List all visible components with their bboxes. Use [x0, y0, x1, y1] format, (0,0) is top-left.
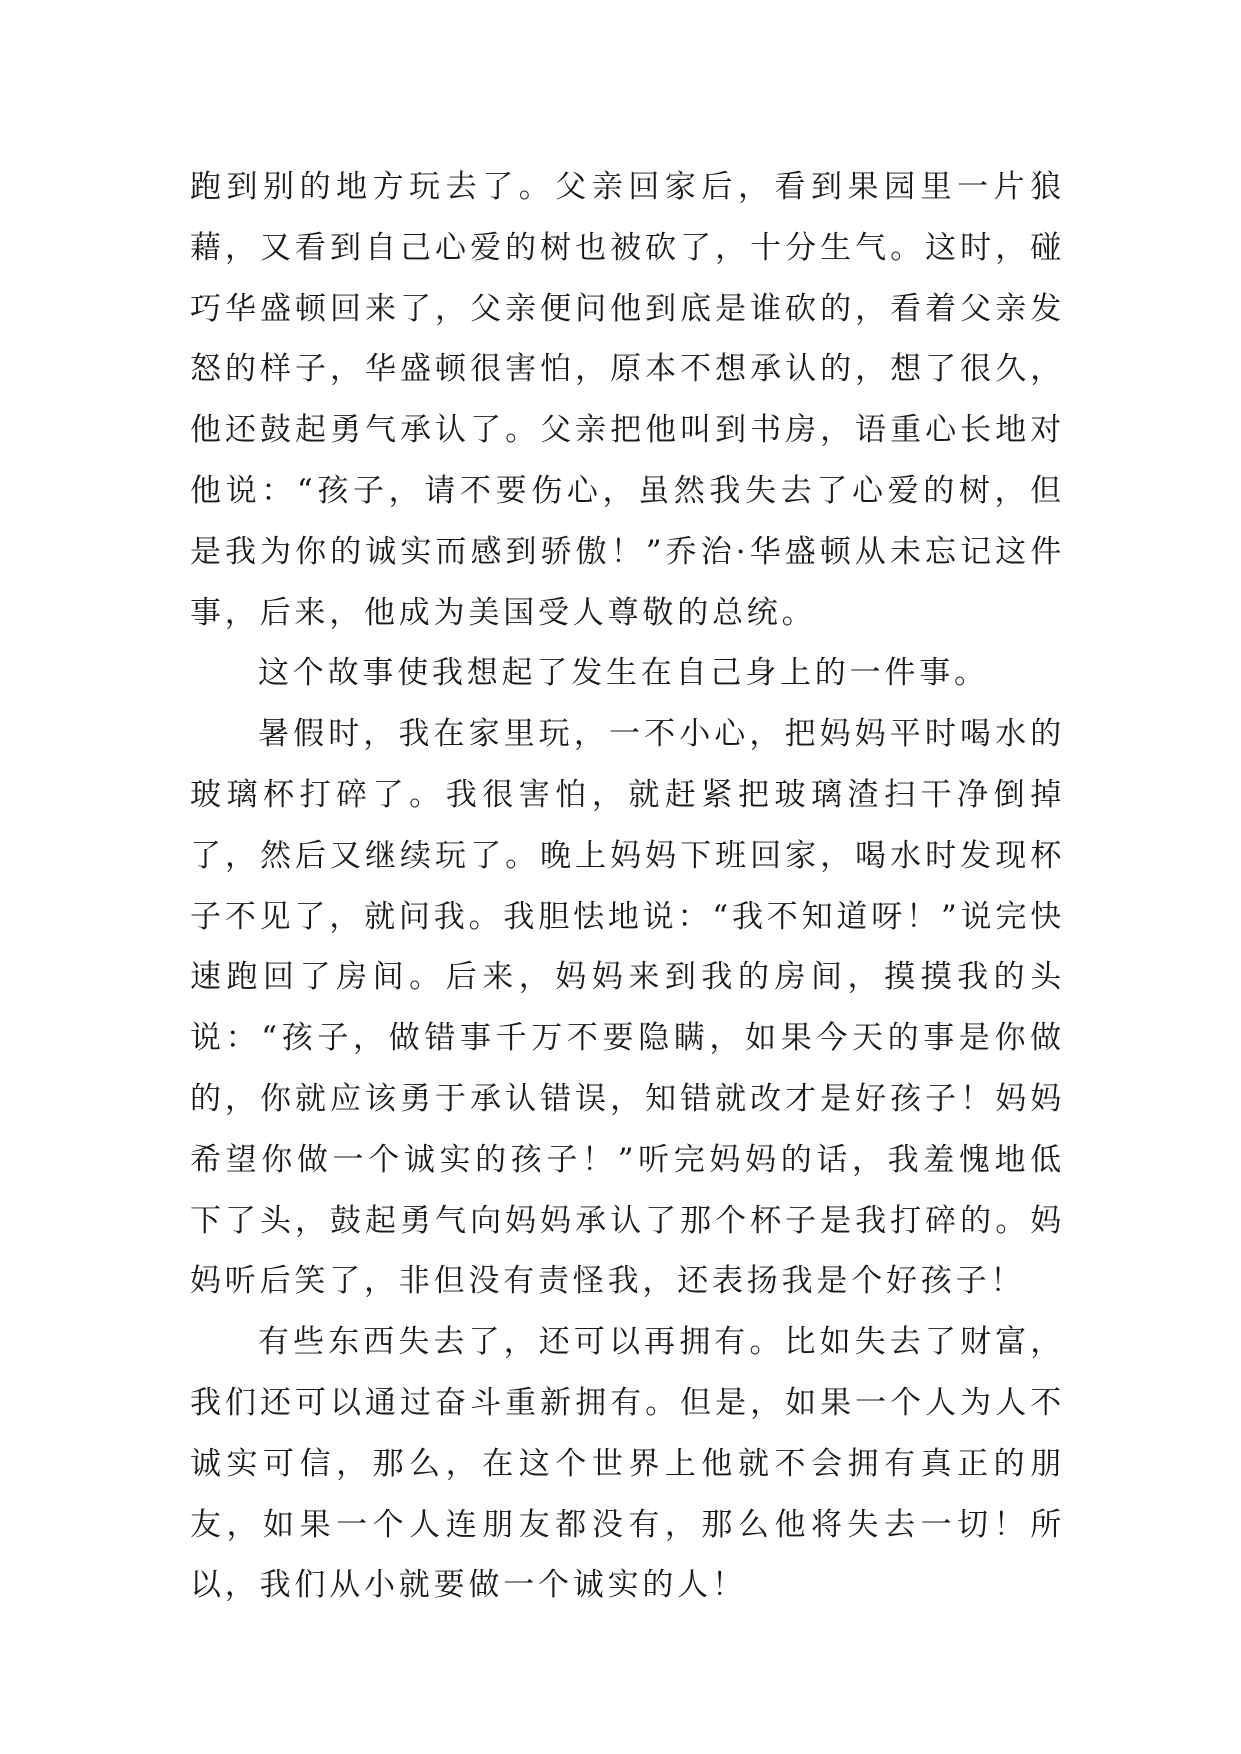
document-body	[190, 157, 1065, 1616]
paragraph-personal-story: 暑假时，我在家里玩，一不小心，把妈妈平时喝水的玻璃杯打碎了。我很害怕，就赶紧把玻璃渣扫干净倒掉了，然后又继续玩了。晚上妈妈下班回家，喝水时发现杯子不见了，就问我。我胆怯地说：“我不知道呀！”说完快速跑回了房间。后来，妈妈来到我的房间，摸摸我的头说：“孩子，做错事千万不要隐瞒，如果今天的事是你做的，你就应该勇于承认错误，知错就改才是好孩子！妈妈希望你做一个诚实的孩子！”听完妈妈的话，我羞愧地低下了头，鼓起勇气向妈妈承认了那个杯子是我打碎的。妈妈听后笑了，非但没有责怪我，还表扬我是个好孩子！	[190, 716, 1065, 1300]
paragraph-transition: 这个故事使我想起了发生在自己身上的一件事。	[258, 655, 989, 692]
paragraph-conclusion: 有些东西失去了，还可以再拥有。比如失去了财富，我们还可以通过奋斗重新拥有。但是，如果一个人为人不诚实可信，那么，在这个世界上他就不会拥有真正的朋友，如果一个人连朋友都没有，那么他将失去一切！所以，我们从小就要做一个诚实的人！	[190, 1324, 1065, 1604]
paragraph-story-ending: 跑到别的地方玩去了。父亲回家后，看到果园里一片狼藉，又看到自己心爱的树也被砍了，十分生气。这时，碰巧华盛顿回来了，父亲便问他到底是谁砍的，看着父亲发怒的样子，华盛顿很害怕，原本不想承认的，想了很久，他还鼓起勇气承认了。父亲把他叫到书房，语重心长地对他说：“孩子，请不要伤心，虽然我失去了心爱的树，但是我为你的诚实而感到骄傲！”乔治·华盛顿从未忘记这件事，后来，他成为美国受人尊敬的总统。	[190, 169, 1065, 631]
